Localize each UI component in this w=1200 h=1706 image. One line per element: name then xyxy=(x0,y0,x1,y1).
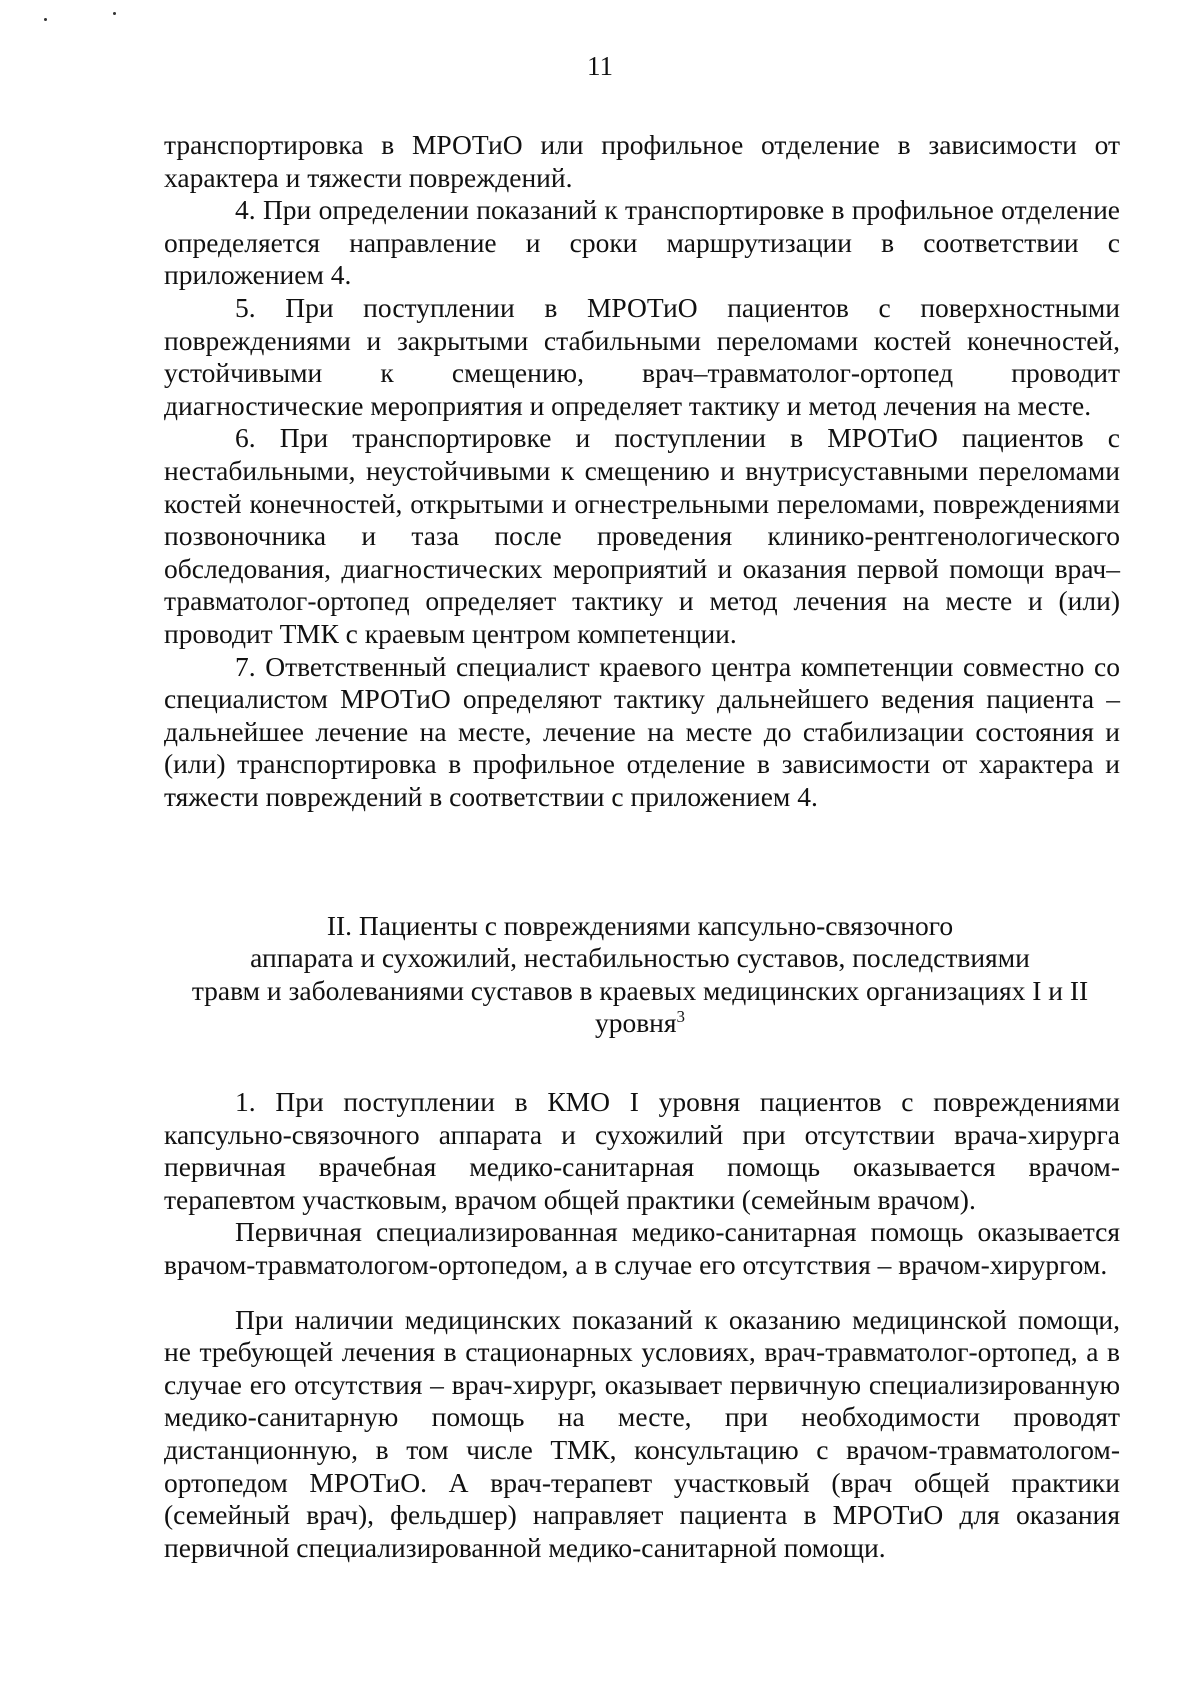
text-block-1 xyxy=(164,129,1120,813)
paragraph-item-5: 5. При поступлении в МРОТиО пациентов с поверхностными повреждениями и закрытыми стабильными переломами костей конечностей, устойчивыми к смещению, врач–травматолог-ортопед проводит диагностические мероприятия и определяет тактику и метод лечения на месте. xyxy=(164,291,1120,421)
page-number: 11 xyxy=(587,51,613,81)
paragraph-primary-care: Первичная специализированная медико-санитарная помощь оказывается врачом-травматологом-ортопедом, а в случае его отсутствия – врачом-хирургом. xyxy=(164,1216,1120,1280)
paragraph-item-7: 7. Ответственный специалист краевого центра компетенции совместно со специалистом МРОТиО определяют тактику дальнейшего ведения пациента – дальнейшее лечение на месте, лечение на месте до стабилизации состояния и (или) транспортировка в профильное отделение в зависимости от характера и тяжести повреждений в соответствии с приложением 4. xyxy=(164,650,1120,812)
heading-line: травм и заболеваниями суставов в краевых медицинских организациях I и II xyxy=(191,974,1089,1006)
paragraph-continuation: транспортировка в МРОТиО или профильное отделение в зависимости от характера и тяжести повреждений. xyxy=(164,129,1120,193)
paragraph-item-4: 4. При определении показаний к транспортировке в профильное отделение определяется направление и сроки маршрутизации в соответствии с приложением 4. xyxy=(164,194,1120,291)
heading-line: II. Пациенты с повреждениями капсульно-связочного xyxy=(326,910,954,941)
paragraph-item-1: 1. При поступлении в КМО I уровня пациентов с повреждениями капсульно-связочного аппарата и сухожилий при отсутствии врача-хирурга первичная врачебная медико-санитарная помощь оказывается врачом-терапевтом участковым, врачом общей практики (семейным врачом). xyxy=(164,1086,1120,1215)
scan-speck xyxy=(44,18,47,21)
paragraph-item-6: 6. При транспортировке и поступлении в МРОТиО пациентов с нестабильными, неустойчивыми к смещению и внутрисуставными переломами костей конечностей, открытыми и огнестрельными переломами, повреждениями позвоночника и таза после проведения клинико-рентгенологического обследования, диагностических мероприятий и оказания первой помощи врач–травматолог-ортопед определяет тактику и метод лечения на месте и (или) проводит ТМК с краевым центром компетенции. xyxy=(164,422,1120,649)
heading-line xyxy=(160,1007,1120,1039)
text-block-2 xyxy=(164,1086,1120,1564)
scan-speck xyxy=(113,12,116,15)
heading-line: аппарата и сухожилий, нестабильностью суставов, последствиями xyxy=(250,942,1030,974)
heading-line-text: уровня xyxy=(594,1007,677,1039)
paragraph-indications: При наличии медицинских показаний к оказанию медицинской помощи, не требующей лечения в стационарных условиях, врач-травматолог-ортопед, а в случае его отсутствия – врач-хирург, оказывает первичную специализированную медико-санитарную помощь на месте, при необходимости проводят дистанционную, в том числе ТМК, консультацию с врачом-травматологом-ортопедом МРОТиО. А врач-терапевт участковый (врач общей практики (семейный врач), фельдшер) направляет пациента в МРОТиО для оказания первичной специализированной медико-санитарной помощи. xyxy=(164,1303,1120,1563)
footnote-marker: 3 xyxy=(676,1007,686,1027)
section-heading xyxy=(160,910,1120,1040)
